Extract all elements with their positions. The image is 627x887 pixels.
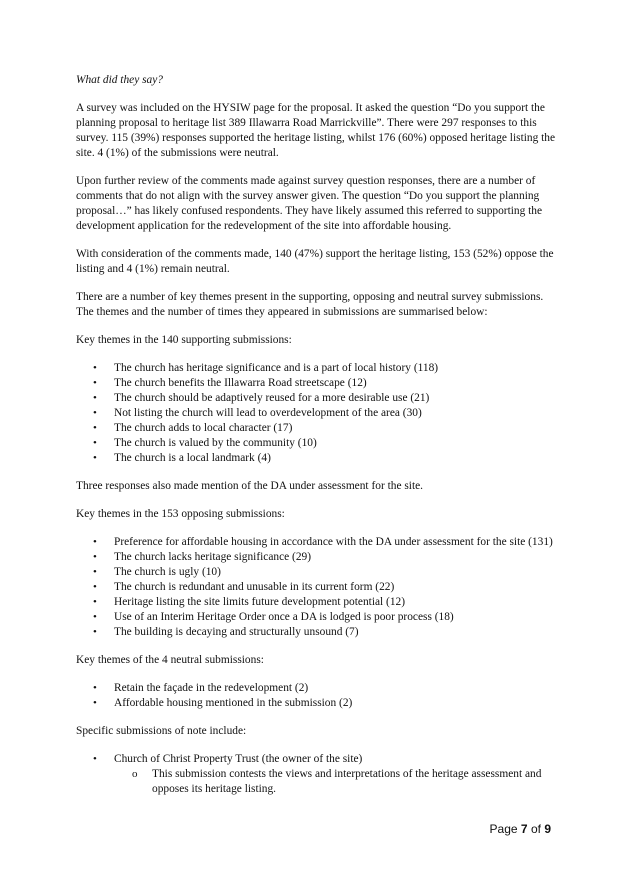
themes-paragraph: There are a number of key themes present in the supporting, opposing and neutral survey submissions. The themes and the number of times they appeared in submissions are summarised below: (76, 291, 544, 318)
list-item-text: The church should be adaptively reused for a more desirable use (21) (114, 392, 430, 404)
page-content (76, 73, 556, 810)
list-item (76, 376, 556, 391)
list-item-text: The church is redundant and unusable in its current form (22) (114, 581, 395, 593)
list-item (76, 436, 556, 451)
page-footer (490, 822, 551, 836)
list-item (76, 565, 556, 580)
list-item (76, 610, 556, 625)
list-item-text: The church is a local landmark (4) (114, 452, 271, 464)
bullet-icon: • (93, 611, 97, 623)
opposing-intro: Key themes in the 153 opposing submissions: (76, 508, 285, 520)
bullet-icon: • (93, 437, 97, 449)
list-item-text: Heritage listing the site limits future development potential (12) (114, 596, 406, 608)
bullet-icon: • (93, 452, 97, 464)
list-item (76, 361, 556, 376)
circle-bullet-icon: o (132, 768, 138, 780)
list-item (76, 625, 556, 640)
list-item (76, 391, 556, 406)
bullet-icon: • (93, 422, 97, 434)
opposing-themes-list (76, 535, 556, 640)
list-item-text: The church benefits the Illawarra Road streetscape (12) (114, 377, 367, 389)
da-mention-paragraph: Three responses also made mention of the DA under assessment for the site. (76, 480, 424, 492)
neutral-intro: Key themes of the 4 neutral submissions: (76, 654, 264, 666)
list-item-text: Retain the façade in the redevelopment (2) (114, 682, 309, 694)
bullet-icon: • (93, 536, 97, 548)
bullet-icon: • (93, 697, 97, 709)
list-item-text: Use of an Interim Heritage Order once a DA is lodged is poor process (18) (114, 611, 454, 623)
bullet-icon: • (93, 682, 97, 694)
section-heading: What did they say? (76, 74, 163, 86)
list-item-text: The church has heritage significance and is a part of local history (118) (114, 362, 439, 374)
list-item-text: The church is ugly (10) (114, 566, 221, 578)
list-item (76, 580, 556, 595)
of-word: of (530, 822, 541, 836)
list-item (76, 406, 556, 421)
bullet-icon: • (93, 626, 97, 638)
sub-list-item-text: This submission contests the views and interpretations of the heritage assessment and opposes its heritage listing. (152, 768, 542, 795)
supporting-themes-list (76, 361, 556, 466)
bullet-icon: • (93, 596, 97, 608)
page-number: 7 (520, 822, 528, 836)
list-item (76, 535, 556, 550)
list-item (76, 696, 556, 711)
bullet-icon: • (93, 362, 97, 374)
survey-paragraph: A survey was included on the HYSIW page for the proposal. It asked the question “Do you support the planning proposal to heritage list 389 Illawarra Road Marrickville”. There were 297 responses to this survey. 115 (39%) responses supported the heritage listing, whilst 176 (60%) opposed heritage listing the site. 4 (1%) of the submissions were neutral. (76, 102, 556, 159)
consideration-paragraph: With consideration of the comments made, 140 (47%) support the heritage listing, 153 (52%) oppose the listing and 4 (1%) remain neutral. (76, 248, 554, 275)
bullet-icon: • (93, 566, 97, 578)
list-item-text: Affordable housing mentioned in the submission (2) (114, 697, 353, 709)
list-item (76, 451, 556, 466)
bullet-icon: • (93, 551, 97, 563)
supporting-intro: Key themes in the 140 supporting submissions: (76, 334, 292, 346)
list-item-text: Preference for affordable housing in accordance with the DA under assessment for the site (131) (114, 536, 553, 548)
sub-list (114, 767, 556, 797)
review-paragraph: Upon further review of the comments made against survey question responses, there are a number of comments that do not align with the survey answer given. The question “Do you support the planning proposal…” has likely confused respondents. They have likely assumed this referred to supporting the development application for the redevelopment of the site into affordable housing. (76, 175, 543, 232)
list-item-text: The church is valued by the community (10) (114, 437, 317, 449)
list-item (76, 752, 556, 797)
list-item-text: The building is decaying and structurally unsound (7) (114, 626, 359, 638)
list-item-text: Not listing the church will lead to overdevelopment of the area (30) (114, 407, 422, 419)
sub-list-item (114, 767, 556, 797)
list-item (76, 681, 556, 696)
specific-intro: Specific submissions of note include: (76, 725, 247, 737)
list-item (76, 550, 556, 565)
list-item-text: The church adds to local character (17) (114, 422, 293, 434)
bullet-icon: • (93, 392, 97, 404)
specific-submissions-list (76, 752, 556, 797)
list-item (76, 421, 556, 436)
list-item-text: The church lacks heritage significance (29) (114, 551, 312, 563)
bullet-icon: • (93, 377, 97, 389)
list-item-text: Church of Christ Property Trust (the owner of the site) (114, 753, 363, 765)
bullet-icon: • (93, 753, 97, 765)
total-pages: 9 (544, 822, 551, 836)
bullet-icon: • (93, 581, 97, 593)
list-item (76, 595, 556, 610)
neutral-themes-list (76, 681, 556, 711)
bullet-icon: • (93, 407, 97, 419)
page-word: Page (489, 822, 518, 836)
